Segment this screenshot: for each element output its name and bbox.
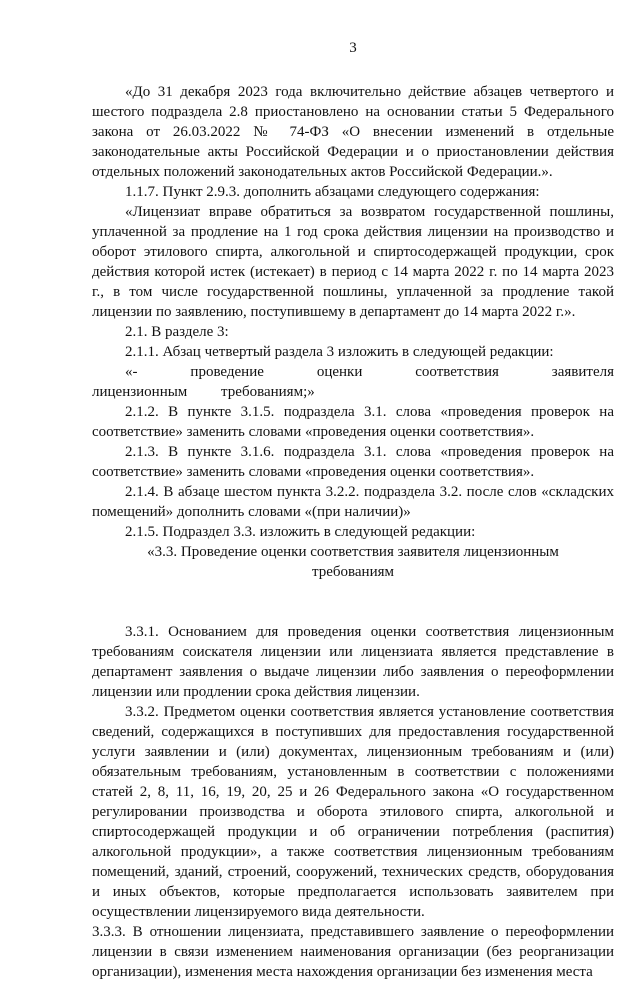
paragraph-2-1-1: 2.1.1. Абзац четвертый раздела 3 изложить в следующей редакции: [125, 344, 554, 360]
paragraph-2-1-2: 2.1.2. В пункте 3.1.5. подраздела 3.1. слова «проведения проверок на соответствие» заменить словами «проведения оценки соответствия». [92, 404, 614, 440]
paragraph-duty-refund: «Лицензиат вправе обратиться за возвратом государственной пошлины, уплаченной за продление на 1 год срока действия лицензии на производство и оборот этилового спирта, алкогольной и спиртосодержащей продукции, срок действия которой истек (истекает) в период с 14 марта 2022 г. по 14 марта 2023 г., в том числе государственной пошлины, уплаченной за продление такой лицензии по заявлению, поступившему в департамент до 14 марта 2022 г.». [92, 204, 614, 320]
paragraph-2-1-5: 2.1.5. Подраздел 3.3. изложить в следующей редакции: [125, 524, 476, 540]
page-number: 3 [349, 40, 357, 56]
section-title-line-1: «3.3. Проведение оценки соответствия заявителя лицензионным [147, 544, 559, 560]
paragraph-2-1-4: 2.1.4. В абзаце шестом пункта 3.2.2. подраздела 3.2. после слов «складских помещений» дополнить словами «(при наличии)» [92, 484, 614, 520]
paragraph-3-3-2: 3.3.2. Предметом оценки соответствия является установление соответствия сведений, содержащихся в поступивших для предоставления государственной услуги заявлении и (или) документах, лицензионным требованиям и (или) обязательным требованиям, установленным в соответствии с положениями статей 2, 8, 11, 16, 19, 20, 25 и 26 Федерального закона «О государственном регулировании производства и оборота этилового спирта, алкогольной и спиртосодержащей продукции и об ограничении потребления (распития) алкогольной продукции», а также соответствия лицензионным требованиям помещений, зданий, строений, сооружений, технических средств, оборудования и иных объектов, которые предполагается использовать заявителем при осуществлении лицензируемого вида деятельности. [92, 704, 614, 920]
section-title-line-2: требованиям [311, 564, 395, 580]
paragraph-3-3-3: 3.3.3. В отношении лицензиата, представившего заявление о переоформлении лицензии в связи изменением наименования организации (без реорганизации организации), изменения места нахождения организации без изменения места [92, 924, 614, 980]
paragraph-deadline-note: «До 31 декабря 2023 года включительно действие абзацев четвертого и шестого подраздела 2.8 приостановлено на основании статьи 5 Федерального закона от 26.03.2022 № 74-ФЗ «О внесении изменений в отдельные законодательные акты Российской Федерации и о приостановлении действия отдельных положений законодательных актов Российской Федерации.». [92, 84, 614, 180]
paragraph-3-3-1: 3.3.1. Основанием для проведения оценки соответствия лицензионным требованиям соискателя лицензии или лицензиата является представление в департамент заявления о выдаче лицензии либо заявления о переоформлении лицензии или продлении срока действия лицензии. [92, 624, 614, 700]
paragraph-assessment-item: «- проведение оценки соответствия заявителя лицензионным требованиям;» [92, 364, 614, 400]
section-title [92, 542, 614, 582]
paragraph-2-1-3: 2.1.3. В пункте 3.1.6. подраздела 3.1. слова «проведения проверок на соответствие» заменить словами «проведения оценки соответствия». [92, 444, 614, 480]
paragraph-2-1: 2.1. В разделе 3: [125, 324, 229, 340]
paragraph-1-1-7: 1.1.7. Пункт 2.9.3. дополнить абзацами следующего содержания: [125, 184, 540, 200]
